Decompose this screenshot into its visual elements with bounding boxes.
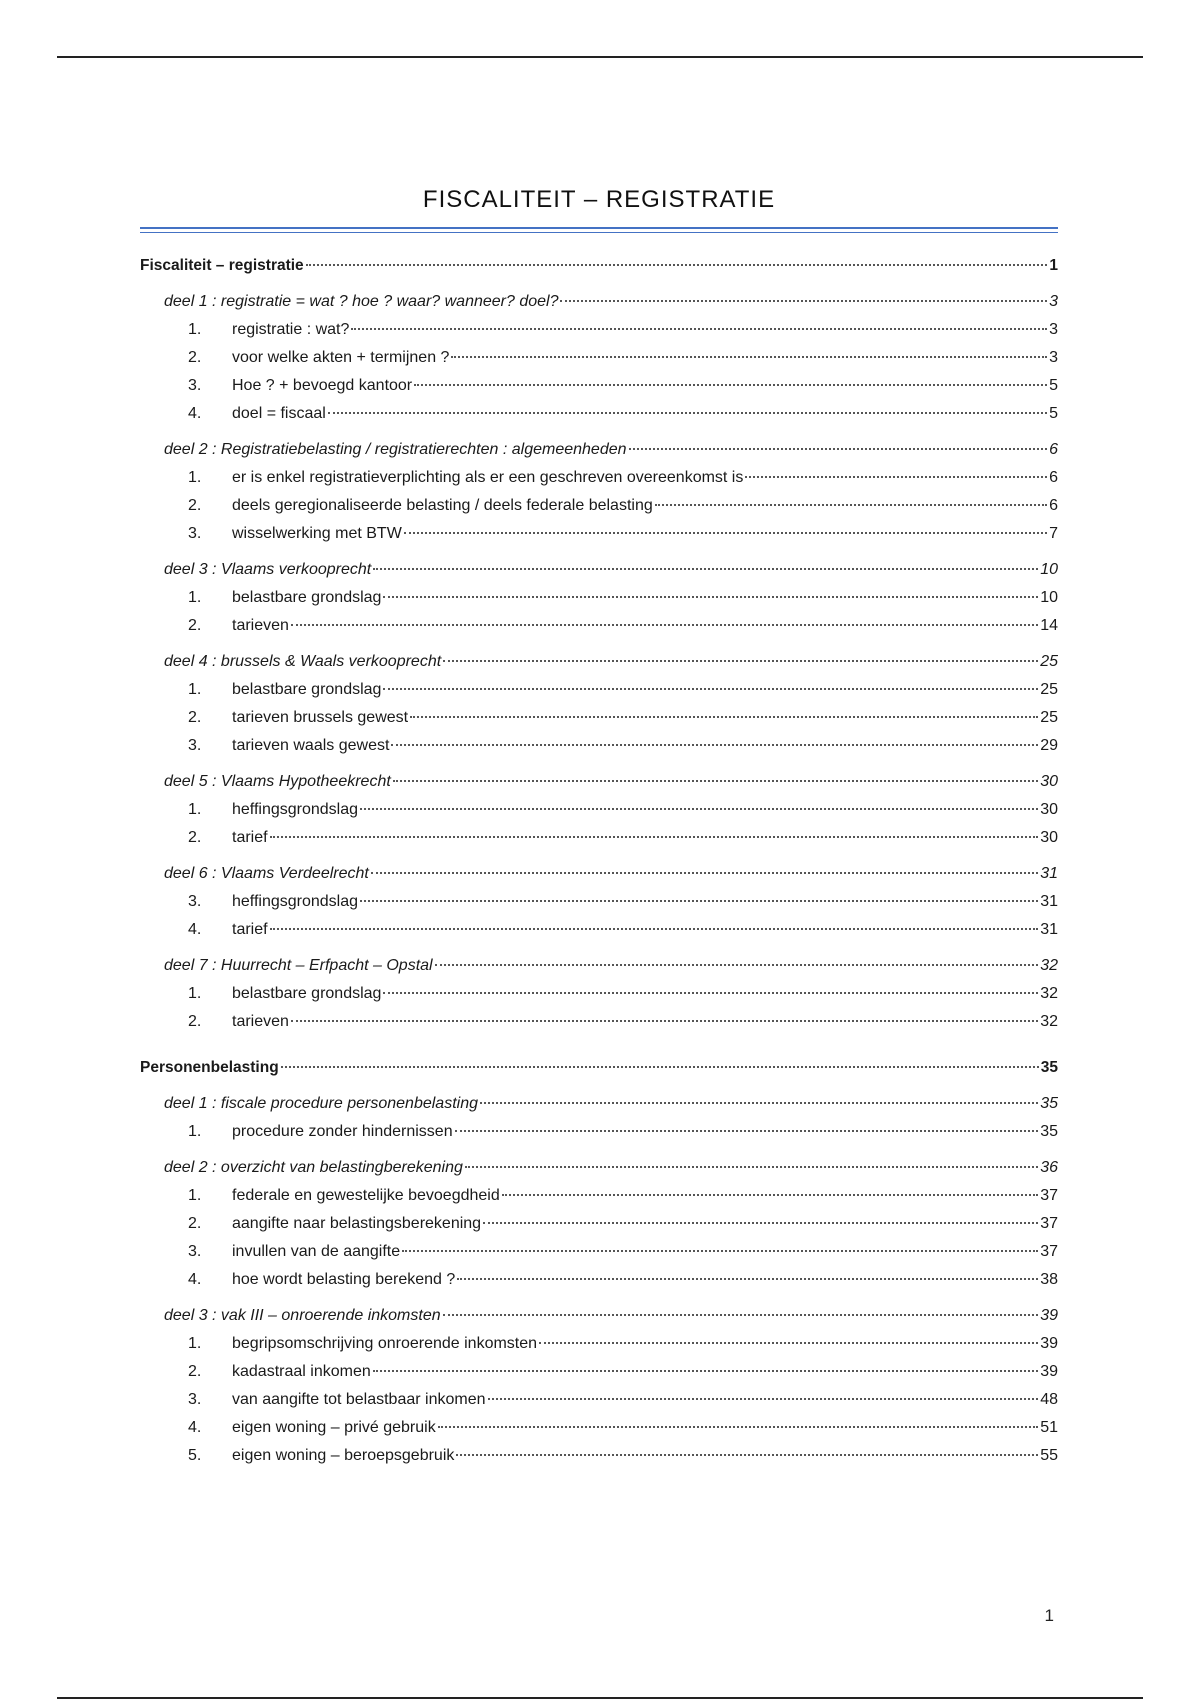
toc-item-label: invullen van de aangifte	[232, 1243, 401, 1260]
toc-item[interactable]	[140, 1238, 1058, 1266]
toc-item-text	[188, 400, 326, 428]
toc-part-page: 6	[1049, 441, 1058, 458]
dot-leader	[383, 596, 1038, 598]
toc-part-text	[164, 556, 371, 584]
item-number: 2.	[188, 709, 202, 726]
item-number: 2.	[188, 1363, 202, 1380]
dot-leader	[502, 1194, 1038, 1196]
toc-item-label: tarief	[232, 921, 268, 938]
toc-item-text	[188, 316, 349, 344]
item-number: 1.	[188, 589, 202, 606]
toc-item-text	[188, 1386, 486, 1414]
toc-item-page: 6	[1049, 469, 1058, 486]
toc-item-page: 3	[1049, 321, 1058, 338]
toc-item-label: eigen woning – beroepsgebruik	[232, 1447, 455, 1464]
dot-leader	[443, 1314, 1039, 1316]
dot-leader	[435, 964, 1039, 966]
toc-item-text	[188, 1210, 481, 1238]
toc-item-text	[188, 732, 389, 760]
toc-item-text	[188, 1118, 453, 1146]
item-number: 3.	[188, 737, 202, 754]
page-number: 1	[1044, 1606, 1054, 1625]
toc-chapter[interactable]	[140, 252, 1058, 280]
toc-item-page: 7	[1049, 525, 1058, 542]
dot-leader	[391, 744, 1038, 746]
toc-item-text	[188, 492, 653, 520]
toc-item-page: 39	[1040, 1363, 1058, 1380]
toc-part-text	[164, 952, 433, 980]
toc-item-text	[188, 888, 358, 916]
toc-part-text	[164, 436, 627, 464]
item-number: 1.	[188, 469, 202, 486]
toc-item[interactable]	[140, 1118, 1058, 1146]
toc-chapter[interactable]	[140, 1054, 1058, 1082]
item-number: 1.	[188, 801, 202, 818]
toc-item-text	[188, 520, 402, 548]
toc-part-block	[140, 648, 1058, 760]
item-number: 1.	[188, 681, 202, 698]
dot-leader	[414, 384, 1047, 386]
dot-leader	[480, 1102, 1038, 1104]
toc-part[interactable]	[140, 288, 1058, 316]
toc-item-text	[188, 1414, 436, 1442]
toc-item-page: 5	[1049, 405, 1058, 422]
toc-item-label: tarieven	[232, 1013, 289, 1030]
toc-item[interactable]	[140, 1266, 1058, 1294]
toc-item-label: doel = fiscaal	[232, 405, 326, 422]
dot-leader	[488, 1398, 1039, 1400]
toc-item[interactable]	[140, 584, 1058, 612]
item-number: 1.	[188, 1123, 202, 1140]
toc-item-page: 30	[1040, 801, 1058, 818]
toc-item-label: begripsomschrijving onroerende inkomsten	[232, 1335, 538, 1352]
toc-item-label: tarieven waals gewest	[232, 737, 390, 754]
dot-leader	[360, 900, 1038, 902]
item-number: 4.	[188, 1271, 202, 1288]
item-number: 4.	[188, 1419, 202, 1436]
toc-part-text	[164, 768, 391, 796]
toc-part-label: deel 4 : brussels & Waals verkooprecht	[164, 653, 442, 670]
toc-item-text	[188, 916, 268, 944]
toc-item-label: procedure zonder hindernissen	[232, 1123, 453, 1140]
toc-item-page: 51	[1040, 1419, 1058, 1436]
toc-item[interactable]	[140, 400, 1058, 428]
item-number: 3.	[188, 1391, 202, 1408]
toc-item-page: 37	[1040, 1187, 1058, 1204]
toc-item-page: 6	[1049, 497, 1058, 514]
toc-part-page: 30	[1040, 773, 1058, 790]
toc-item-page: 3	[1049, 349, 1058, 366]
toc-chapter-label: Fiscaliteit – registratie	[140, 257, 304, 274]
toc-item-page: 31	[1040, 893, 1058, 910]
toc-item-page: 25	[1040, 709, 1058, 726]
toc-chapter-text	[140, 252, 304, 280]
toc-item-page: 35	[1040, 1123, 1058, 1140]
toc-part-text	[164, 288, 558, 316]
dot-leader	[351, 328, 1047, 330]
toc-item[interactable]	[140, 916, 1058, 944]
toc-item-page: 37	[1040, 1215, 1058, 1232]
item-number: 3.	[188, 1243, 202, 1260]
toc-chapter-page: 35	[1040, 1059, 1058, 1076]
toc-item-page: 39	[1040, 1335, 1058, 1352]
toc-part-text	[164, 648, 441, 676]
toc-item-label: belastbare grondslag	[232, 985, 382, 1002]
toc-item[interactable]	[140, 1182, 1058, 1210]
toc-chapter-label: Personenbelasting	[140, 1059, 279, 1076]
document-title: FISCALITEIT – REGISTRATIE	[422, 186, 776, 213]
toc-item-label: registratie : wat?	[232, 321, 350, 338]
toc-item-text	[188, 1008, 289, 1036]
toc-item[interactable]	[140, 1330, 1058, 1358]
toc-item-page: 14	[1040, 617, 1058, 634]
toc-item-text	[188, 1358, 371, 1386]
dot-leader	[383, 688, 1038, 690]
toc-part-page: 35	[1040, 1095, 1058, 1112]
dot-leader	[483, 1222, 1038, 1224]
toc-item-page: 32	[1040, 985, 1058, 1002]
toc-item-label: wisselwerking met BTW	[232, 525, 402, 542]
dot-leader	[328, 412, 1047, 414]
toc-item[interactable]	[140, 372, 1058, 400]
toc-part-label: deel 5 : Vlaams Hypotheekrecht	[164, 773, 391, 790]
toc-item-text	[188, 344, 449, 372]
toc-part-text	[164, 860, 369, 888]
toc-item-label: federale en gewestelijke bevoegdheid	[232, 1187, 500, 1204]
toc-part-page: 32	[1040, 957, 1058, 974]
toc-item[interactable]	[140, 464, 1058, 492]
toc-item[interactable]	[140, 1386, 1058, 1414]
toc-item[interactable]	[140, 676, 1058, 704]
toc-item[interactable]	[140, 520, 1058, 548]
toc-item-text	[188, 980, 381, 1008]
toc-item-label: tarieven brussels gewest	[232, 709, 409, 726]
dot-leader	[457, 1278, 1038, 1280]
toc-part-text	[164, 1154, 463, 1182]
item-number: 1.	[188, 1187, 202, 1204]
toc-item-page: 37	[1040, 1243, 1058, 1260]
toc-chapter-text	[140, 1054, 279, 1082]
toc-part-block	[140, 860, 1058, 944]
toc-part[interactable]	[140, 768, 1058, 796]
toc-part-text	[164, 1302, 441, 1330]
dot-leader	[383, 992, 1038, 994]
toc-item[interactable]	[140, 316, 1058, 344]
toc-part[interactable]	[140, 648, 1058, 676]
dot-leader	[371, 872, 1038, 874]
toc-part[interactable]	[140, 436, 1058, 464]
item-number: 3.	[188, 893, 202, 910]
toc-item[interactable]	[140, 1210, 1058, 1238]
toc-item[interactable]	[140, 888, 1058, 916]
toc-part-label: deel 2 : Registratiebelasting / registratierechten : algemeenheden	[164, 441, 627, 458]
item-number: 2.	[188, 349, 202, 366]
toc-item-label: kadastraal inkomen	[232, 1363, 371, 1380]
toc-item-page: 38	[1040, 1271, 1058, 1288]
toc-item-text	[188, 584, 381, 612]
toc-item-text	[188, 676, 381, 704]
item-number: 2.	[188, 617, 202, 634]
toc-item-text	[188, 1330, 537, 1358]
toc-item[interactable]	[140, 980, 1058, 1008]
item-number: 1.	[188, 321, 202, 338]
item-number: 4.	[188, 405, 202, 422]
toc-part-label: deel 1 : registratie = wat ? hoe ? waar? wanneer? doel?	[164, 293, 559, 310]
toc-item[interactable]	[140, 1358, 1058, 1386]
toc-item-text	[188, 824, 268, 852]
toc-part-page: 31	[1040, 865, 1058, 882]
item-number: 2.	[188, 1013, 202, 1030]
toc-item-label: heffingsgrondslag	[232, 801, 359, 818]
toc-part-page: 10	[1040, 561, 1058, 578]
toc-part-block	[140, 1154, 1058, 1294]
toc-item-label: tarieven	[232, 617, 289, 634]
toc-item-text	[188, 1182, 500, 1210]
dot-leader	[438, 1426, 1039, 1428]
toc-item-text	[188, 796, 358, 824]
dot-leader	[456, 1454, 1038, 1456]
toc-part[interactable]	[140, 556, 1058, 584]
dot-leader	[291, 1020, 1038, 1022]
toc-item-label: tarief	[232, 829, 268, 846]
item-number: 5.	[188, 1447, 202, 1464]
toc-part[interactable]	[140, 1154, 1058, 1182]
toc-chapter-page: 1	[1049, 257, 1058, 274]
toc-item[interactable]	[140, 492, 1058, 520]
toc-part-label: deel 3 : Vlaams verkooprecht	[164, 561, 372, 578]
toc-item-page: 30	[1040, 829, 1058, 846]
toc-item-text	[188, 1442, 454, 1470]
toc-part-label: deel 2 : overzicht van belastingberekening	[164, 1159, 463, 1176]
toc-item[interactable]	[140, 1414, 1058, 1442]
toc-item[interactable]	[140, 344, 1058, 372]
dot-leader	[306, 264, 1048, 266]
toc-part-block	[140, 1090, 1058, 1146]
toc-item-label: Hoe ? + bevoegd kantoor	[232, 377, 413, 394]
dot-leader	[360, 808, 1038, 810]
dot-leader	[745, 476, 1047, 478]
toc-item[interactable]	[140, 612, 1058, 640]
toc-item[interactable]	[140, 824, 1058, 852]
toc-item[interactable]	[140, 704, 1058, 732]
item-number: 4.	[188, 921, 202, 938]
table-of-contents	[140, 252, 1058, 1470]
toc-item-page: 48	[1040, 1391, 1058, 1408]
toc-item-text	[188, 372, 412, 400]
toc-item-text	[188, 1238, 400, 1266]
dot-leader	[402, 1250, 1038, 1252]
toc-item-label: voor welke akten + termijnen ?	[232, 349, 450, 366]
toc-part-block	[140, 556, 1058, 640]
dot-leader	[410, 716, 1038, 718]
toc-item-page: 25	[1040, 681, 1058, 698]
dot-leader	[291, 624, 1038, 626]
toc-item-page: 10	[1040, 589, 1058, 606]
toc-part-page: 36	[1040, 1159, 1058, 1176]
toc-part-label: deel 6 : Vlaams Verdeelrecht	[164, 865, 369, 882]
toc-item-label: van aangifte tot belastbaar inkomen	[232, 1391, 486, 1408]
toc-item-label: deels geregionaliseerde belasting / deels federale belasting	[232, 497, 653, 514]
toc-part[interactable]	[140, 952, 1058, 980]
toc-item-label: eigen woning – privé gebruik	[232, 1419, 436, 1436]
toc-chapter-block	[140, 1054, 1058, 1470]
toc-item-label: belastbare grondslag	[232, 589, 382, 606]
dot-leader	[629, 448, 1048, 450]
toc-part[interactable]	[140, 860, 1058, 888]
item-number: 1.	[188, 1335, 202, 1352]
toc-item-page: 55	[1040, 1447, 1058, 1464]
toc-item[interactable]	[140, 732, 1058, 760]
header-rule	[57, 56, 1143, 58]
footer-rule	[57, 1697, 1143, 1699]
dot-leader	[404, 532, 1047, 534]
toc-item-page: 32	[1040, 1013, 1058, 1030]
item-number: 2.	[188, 829, 202, 846]
toc-part-block	[140, 288, 1058, 428]
item-number: 1.	[188, 985, 202, 1002]
toc-part-text	[164, 1090, 478, 1118]
item-number: 2.	[188, 1215, 202, 1232]
dot-leader	[270, 928, 1039, 930]
toc-part-label: deel 7 : Huurrecht – Erfpacht – Opstal	[164, 957, 433, 974]
toc-item[interactable]	[140, 1442, 1058, 1470]
toc-part-block	[140, 952, 1058, 1036]
dot-leader	[443, 660, 1038, 662]
toc-chapter-block	[140, 252, 1058, 1036]
toc-part-block	[140, 1302, 1058, 1470]
title-underline	[140, 227, 1058, 233]
item-number: 3.	[188, 377, 202, 394]
toc-part-label: deel 3 : vak III – onroerende inkomsten	[164, 1307, 441, 1324]
toc-part[interactable]	[140, 1302, 1058, 1330]
toc-item-text	[188, 612, 289, 640]
dot-leader	[281, 1066, 1039, 1068]
toc-part[interactable]	[140, 1090, 1058, 1118]
dot-leader	[655, 504, 1047, 506]
toc-item-text	[188, 704, 408, 732]
toc-item-label: belastbare grondslag	[232, 681, 382, 698]
toc-item-page: 31	[1040, 921, 1058, 938]
toc-part-label: deel 1 : fiscale procedure personenbelasting	[164, 1095, 478, 1112]
dot-leader	[539, 1342, 1038, 1344]
toc-item[interactable]	[140, 796, 1058, 824]
toc-part-page: 3	[1049, 293, 1058, 310]
dot-leader	[373, 568, 1038, 570]
toc-item-text	[188, 1266, 455, 1294]
toc-item-label: hoe wordt belasting berekend ?	[232, 1271, 456, 1288]
toc-part-page: 25	[1040, 653, 1058, 670]
item-number: 3.	[188, 525, 202, 542]
toc-item-text	[188, 464, 743, 492]
dot-leader	[451, 356, 1047, 358]
toc-item-page: 29	[1040, 737, 1058, 754]
dot-leader	[270, 836, 1039, 838]
toc-item-label: aangifte naar belastingsberekening	[232, 1215, 482, 1232]
item-number: 2.	[188, 497, 202, 514]
toc-part-block	[140, 436, 1058, 548]
toc-item-page: 5	[1049, 377, 1058, 394]
toc-item[interactable]	[140, 1008, 1058, 1036]
dot-leader	[455, 1130, 1039, 1132]
dot-leader	[373, 1370, 1038, 1372]
dot-leader	[393, 780, 1038, 782]
toc-part-page: 39	[1040, 1307, 1058, 1324]
toc-item-label: er is enkel registratieverplichting als er een geschreven overeenkomst is	[232, 469, 744, 486]
toc-part-block	[140, 768, 1058, 852]
toc-item-label: heffingsgrondslag	[232, 893, 359, 910]
dot-leader	[465, 1166, 1038, 1168]
dot-leader	[560, 300, 1047, 302]
